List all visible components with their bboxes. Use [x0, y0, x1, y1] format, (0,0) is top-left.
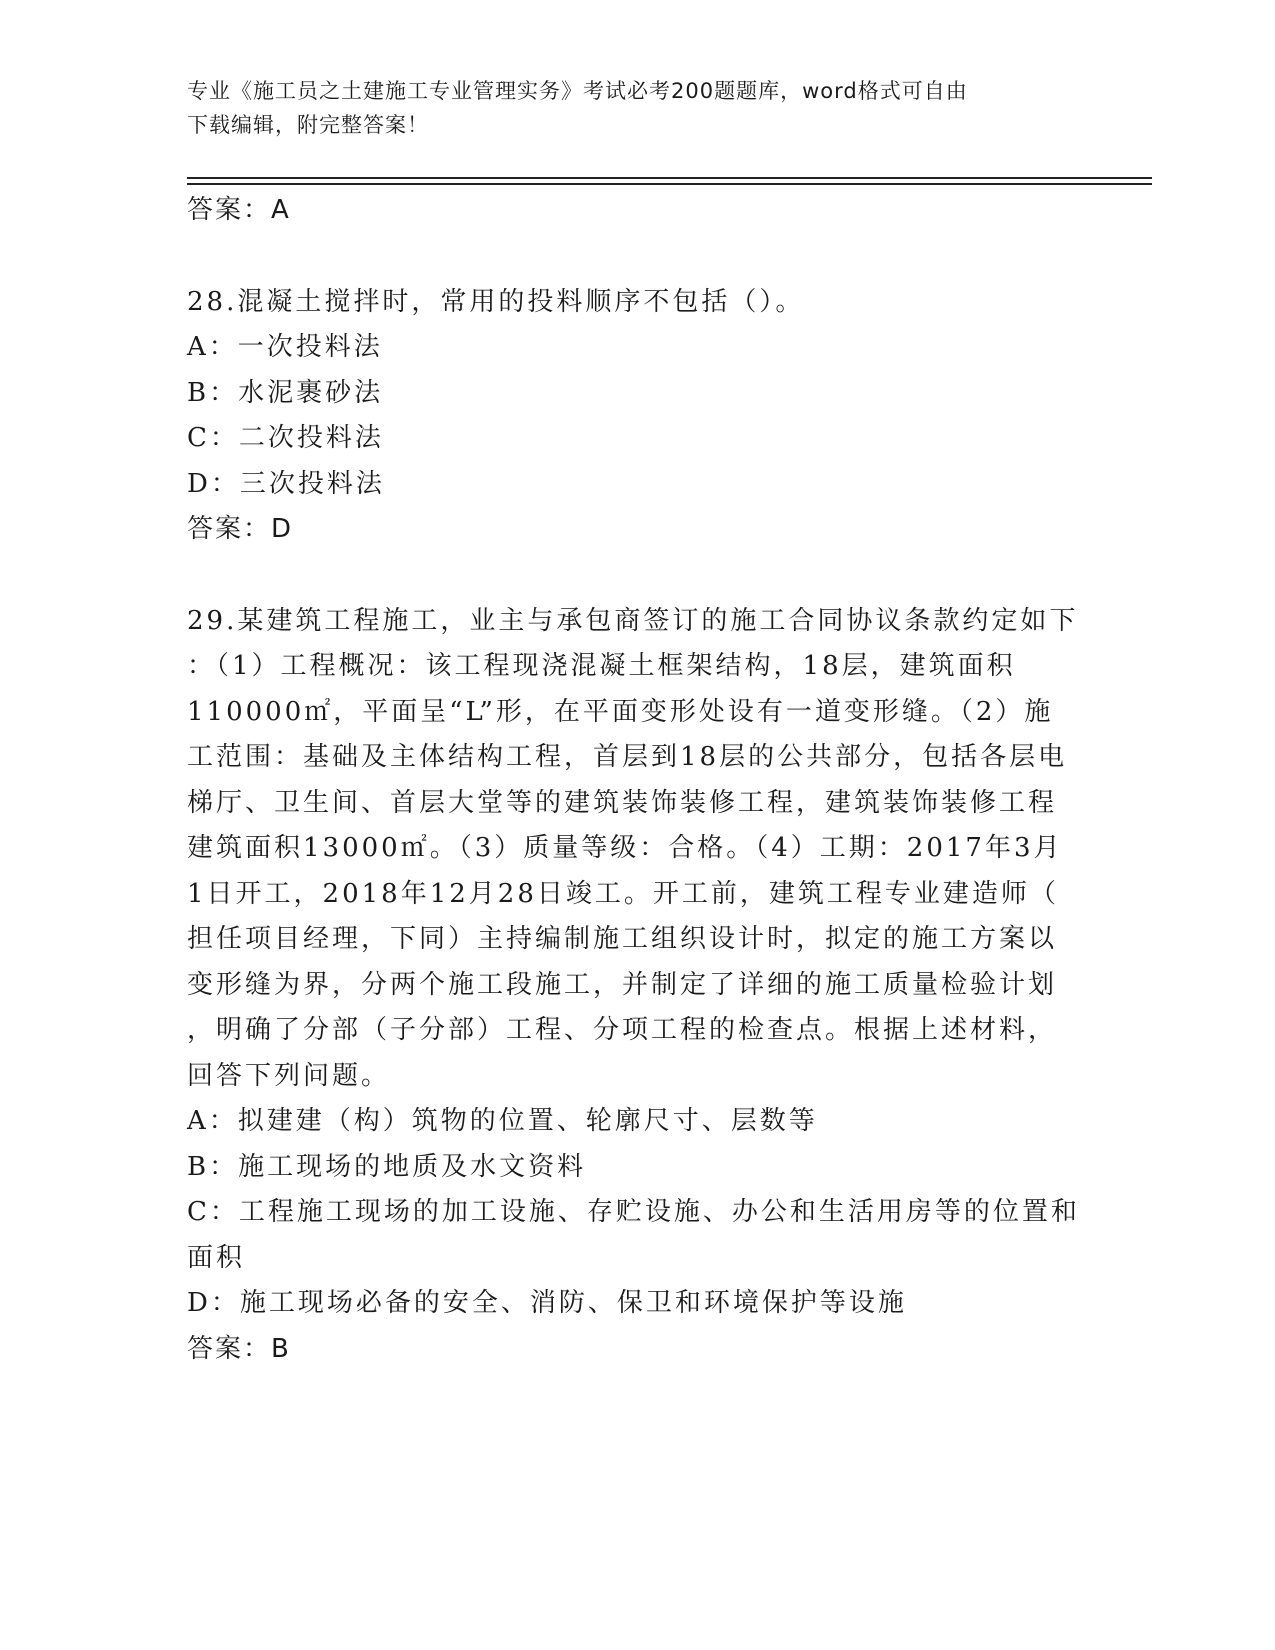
previous-answer: 答案：A — [187, 195, 291, 225]
header-rule-top — [187, 177, 1152, 179]
question-29-text-line: 担任项目经理，下同）主持编制施工组织设计时，拟定的施工方案以 — [187, 924, 1058, 954]
question-28-option-c: C：二次投料法 — [187, 423, 384, 453]
question-29-text-line: 29.某建筑工程施工，业主与承包商签订的施工合同协议条款约定如下 — [187, 605, 1079, 636]
question-29-text-line: 变形缝为界，分两个施工段施工，并制定了详细的施工质量检验计划 — [187, 969, 1058, 1000]
question-28-option-a: A：一次投料法 — [187, 332, 383, 362]
header-line-1: 专业《施工员之土建施工专业管理实务》考试必考200题题库，word格式可自由 — [187, 79, 968, 103]
document-header — [187, 74, 1067, 142]
question-29-text-line: 梯厅、卫生间、首层大堂等的建筑装饰装修工程，建筑装饰装修工程 — [187, 787, 1058, 818]
question-29-text-line: 110000㎡，平面呈“L”形，在平面变形处设有一道变形缝。（2）施 — [187, 696, 1054, 727]
question-29-text-line: 工范围：基础及主体结构工程，首层到18层的公共部分，包括各层电 — [187, 742, 1068, 772]
question-28-option-d: D：三次投料法 — [187, 468, 385, 499]
question-29-option-c: C：工程施工现场的加工设施、存贮设施、办公和生活用房等的位置和 — [187, 1197, 1080, 1227]
question-29-option-d: D：施工现场必备的安全、消防、保卫和环境保护等设施 — [187, 1288, 907, 1318]
question-29-option-c-continued: 面积 — [187, 1242, 246, 1273]
question-29-answer: 答案：B — [187, 1333, 291, 1364]
spacer — [187, 234, 1087, 280]
question-29 — [187, 599, 1087, 1373]
question-28 — [187, 280, 1087, 553]
question-29-text-line: 建筑面积13000㎡。（3）质量等级：合格。（4）工期：2017年3月 — [187, 833, 1063, 863]
question-29-option-b: B：施工现场的地质及水文资料 — [187, 1151, 587, 1182]
question-29-option-a: A：拟建建（构）筑物的位置、轮廓尺寸、层数等 — [187, 1106, 818, 1136]
question-29-text-line: 1日开工，2018年12月28日竣工。开工前，建筑工程专业建造师（ — [187, 878, 1059, 909]
question-29-text-line: 回答下列问题。 — [187, 1060, 391, 1091]
question-28-answer: 答案：D — [187, 514, 294, 544]
question-29-text-line: ，明确了分部（子分部）工程、分项工程的检查点。根据上述材料， — [187, 1015, 1058, 1045]
document-body — [187, 188, 1087, 1372]
question-28-text: 28.混凝土搅拌时，常用的投料顺序不包括（）。 — [187, 286, 805, 317]
question-28-option-b: B：水泥裹砂法 — [187, 377, 384, 408]
question-29-text-line: ：（1）工程概况：该工程现浇混凝土框架结构，18层，建筑面积 — [187, 651, 1016, 681]
header-line-2: 下载编辑，附完整答案！ — [187, 113, 429, 137]
header-rule-bottom — [187, 183, 1152, 185]
spacer — [187, 553, 1087, 599]
